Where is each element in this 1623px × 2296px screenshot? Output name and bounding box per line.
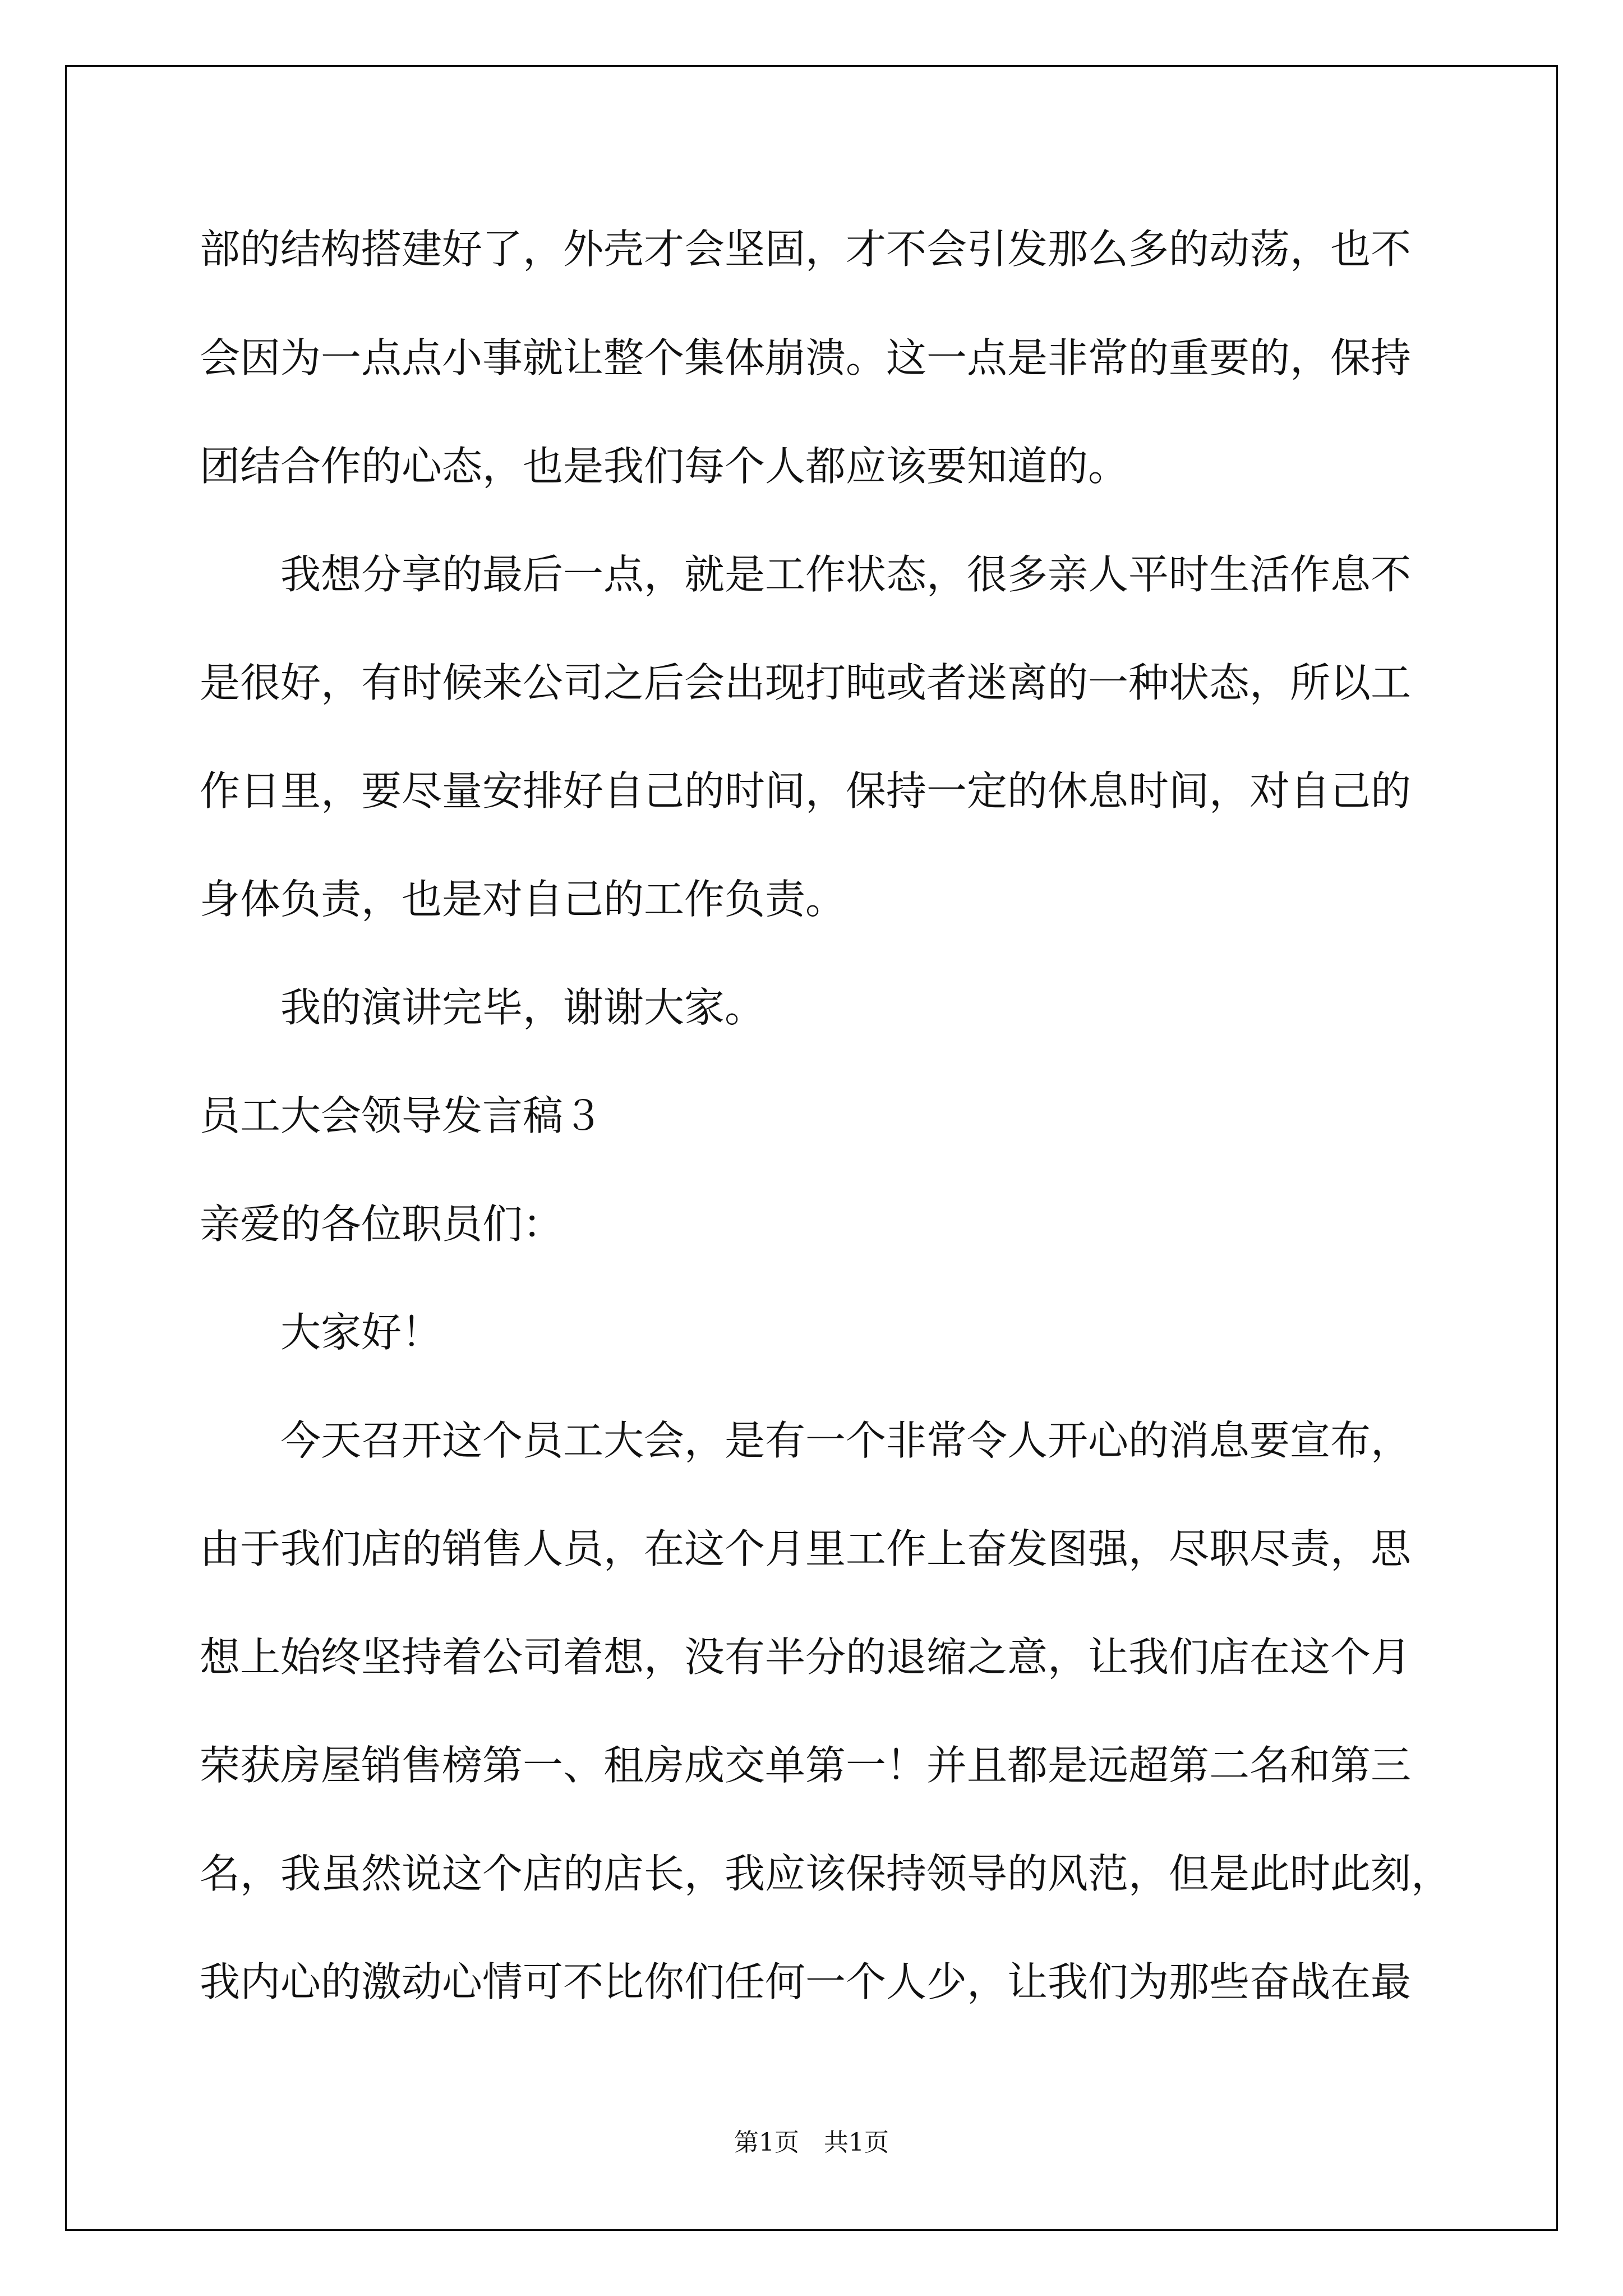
body-line: 团结合作的心态，也是我们每个人都应该要知道的。 (200, 443, 1129, 490)
body-line: 由于我们店的销售人员，在这个月里工作上奋发图强，尽职尽责，思 (200, 1525, 1412, 1572)
body-line: 我的演讲完毕，谢谢大家。 (280, 984, 766, 1031)
salutation: 亲爱的各位职员们： (200, 1200, 564, 1248)
body-line: 作日里，要尽量安排好自己的时间，保持一定的休息时间，对自己的 (200, 767, 1412, 815)
body-line: 想上始终坚持着公司着想，没有半分的退缩之意，让我们店在这个月 (200, 1634, 1412, 1681)
body-line: 我想分享的最后一点，就是工作状态，很多亲人平时生活作息不 (280, 551, 1412, 598)
greeting: 大家好！ (280, 1309, 442, 1356)
page-border (65, 65, 1558, 2231)
body-line: 今天召开这个员工大会，是有一个非常令人开心的消息要宣布， (280, 1417, 1412, 1464)
body-line: 部的结构搭建好了，外壳才会坚固，才不会引发那么多的动荡，也不 (200, 226, 1412, 273)
section-heading: 员工大会领导发言稿３ (200, 1092, 604, 1139)
body-line: 名，我虽然说这个店的店长，我应该保持领导的风范，但是此时此刻， (200, 1850, 1452, 1897)
body-line: 会因为一点点小事就让整个集体崩溃。这一点是非常的重要的，保持 (200, 334, 1412, 381)
page-number-footer: 第1页 共1页 (734, 2128, 889, 2157)
body-line: 身体负责，也是对自己的工作负责。 (200, 876, 846, 923)
body-line: 荣获房屋销售榜第一、租房成交单第一！并且都是远超第二名和第三 (200, 1742, 1412, 1789)
body-line: 我内心的激动心情可不比你们任何一个人少，让我们为那些奋战在最 (200, 1958, 1412, 2005)
body-line: 是很好，有时候来公司之后会出现打盹或者迷离的一种状态，所以工 (200, 659, 1412, 706)
